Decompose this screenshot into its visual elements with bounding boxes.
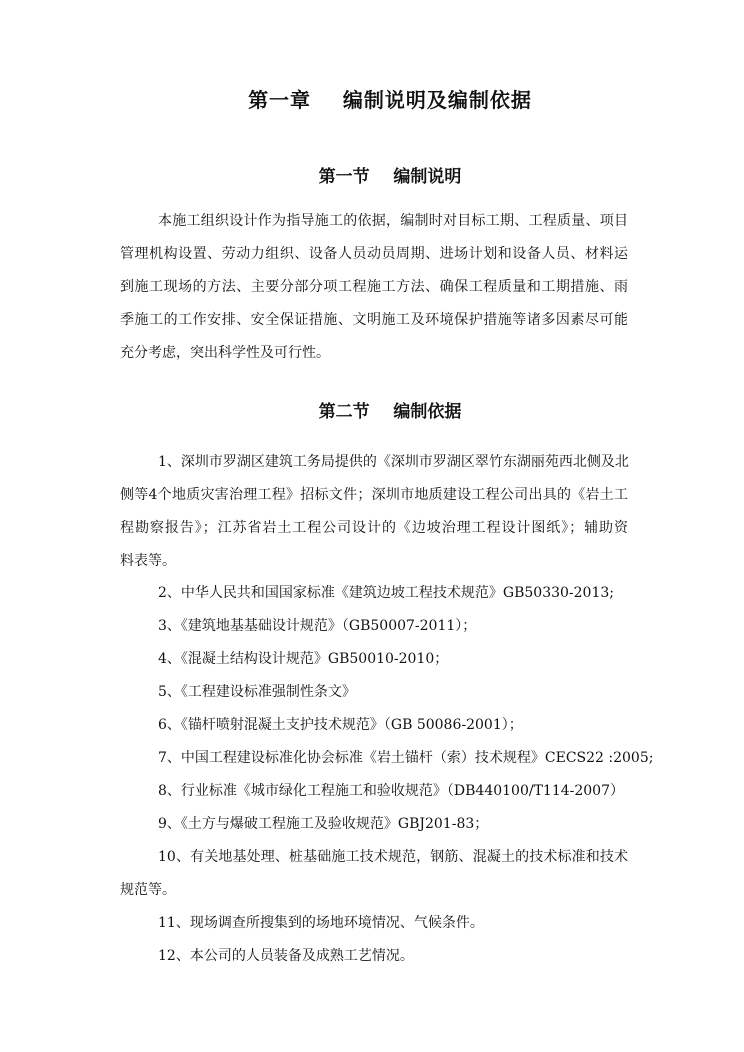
list-item: 8、行业标准《城市绿化工程施工和验收规范》（DB440100/T114-2007） <box>158 783 624 799</box>
chapter-title: 第一章 编制说明及编制依据 <box>248 88 532 112</box>
section-1-title: 第一节 编制说明 <box>318 167 462 187</box>
list-item: 9、《土方与爆破工程施工及验收规范》GBJ201-83； <box>158 816 489 832</box>
list-item: 4、《混凝土结构设计规范》GB50010-2010； <box>158 651 449 667</box>
paragraph-line: 季施工的工作安排、安全保证措施、文明施工及环境保护措施等诸多因素尽可能 <box>120 312 628 328</box>
paragraph-line: 本施工组织设计作为指导施工的依据，编制时对目标工期、工程质量、项目 <box>158 213 628 229</box>
list-item-line: 1、深圳市罗湖区建筑工务局提供的《深圳市罗湖区翠竹东湖丽苑西北侧及北 <box>158 454 629 470</box>
list-item-line: 10、有关地基处理、桩基础施工技术规范，钢筋、混凝土的技术标准和技术 <box>158 849 628 865</box>
paragraph-line: 到施工现场的方法、主要分部分项工程施工方法、确保工程质量和工期措施、雨 <box>120 279 628 295</box>
list-item: 7、中国工程建设标准化协会标准《岩土锚杆（索）技术规程》CECS22 :2005; <box>158 750 654 766</box>
list-item-line: 规范等。 <box>120 882 176 898</box>
list-item: 6、《锚杆喷射混凝土支护技术规范》（GB 50086-2001）； <box>158 717 523 733</box>
list-item: 5、《工程建设标准强制性条文》 <box>158 684 356 700</box>
list-item-line: 程勘察报告》；江苏省岩土工程公司设计的《边坡治理工程设计图纸》；辅助资 <box>120 520 628 536</box>
section-2-title: 第二节 编制依据 <box>318 402 462 422</box>
paragraph-line: 管理机构设置、劳动力组织、设备人员动员周期、进场计划和设备人员、材料运 <box>120 246 628 262</box>
list-item: 12、本公司的人员装备及成熟工艺情况。 <box>158 948 414 964</box>
list-item-line: 侧等4个地质灾害治理工程》招标文件；深圳市地质建设工程公司出具的《岩土工 <box>120 487 628 503</box>
list-item: 11、现场调查所搜集到的场地环境情况、气候条件。 <box>158 915 484 931</box>
list-item: 2、中华人民共和国国家标准《建筑边坡工程技术规范》GB50330-2013; <box>158 585 614 601</box>
paragraph-line: 充分考虑，突出科学性及可行性。 <box>120 345 330 361</box>
list-item-line: 料表等。 <box>120 553 176 569</box>
list-item: 3、《建筑地基基础设计规范》（GB50007-2011）； <box>158 618 477 634</box>
